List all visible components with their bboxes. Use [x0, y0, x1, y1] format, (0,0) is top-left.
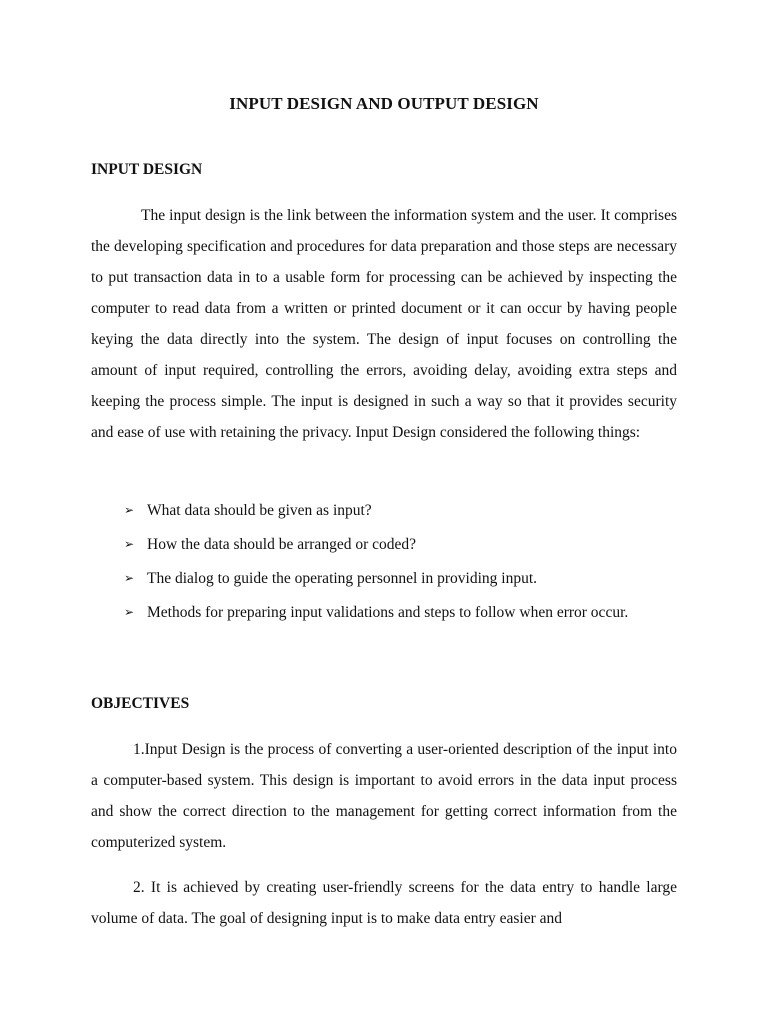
list-item-text: What data should be given as input?	[147, 502, 372, 519]
objectives-heading: OBJECTIVES	[91, 695, 190, 712]
list-item	[91, 563, 677, 594]
input-design-paragraph: The input design is the link between the information system and the user. It comprises the developing specification and procedures for data preparation and those steps are necessary to put transaction data in to a usable form for processing can be achieved by inspecting the computer to read data from a written or printed document or it can occur by having people keying the data directly into the system. The design of input focuses on controlling the amount of input required, controlling the errors, avoiding delay, avoiding extra steps and keeping the process simple. The input is designed in such a way so that it provides security and ease of use with retaining the privacy. Input Design considered the following things:	[91, 207, 677, 441]
objective-paragraph-1: 1.Input Design is the process of converting a user-oriented description of the input into a computer-based system. This design is important to avoid errors in the data input process and show the correct direction to the management for getting correct information from the computerized system.	[91, 741, 677, 851]
arrow-bullet-icon: ➢	[124, 503, 135, 517]
arrow-bullet-icon: ➢	[124, 537, 135, 551]
arrow-bullet-icon: ➢	[124, 571, 135, 585]
arrow-bullet-icon: ➢	[124, 605, 135, 619]
list-item	[91, 529, 677, 560]
list-item	[91, 597, 677, 628]
document-title: INPUT DESIGN AND OUTPUT DESIGN	[229, 94, 539, 113]
input-design-heading: INPUT DESIGN	[91, 161, 203, 178]
list-item-text: The dialog to guide the operating personnel in providing input.	[147, 570, 538, 587]
input-considerations-list	[91, 495, 677, 631]
objective-paragraph-2: 2. It is achieved by creating user-friendly screens for the data entry to handle large volume of data. The goal of designing input is to make data entry easier and	[91, 879, 677, 927]
list-item-text: How the data should be arranged or coded?	[147, 536, 416, 553]
list-item-text: Methods for preparing input validations and steps to follow when error occur.	[147, 604, 629, 621]
list-item	[91, 495, 677, 526]
